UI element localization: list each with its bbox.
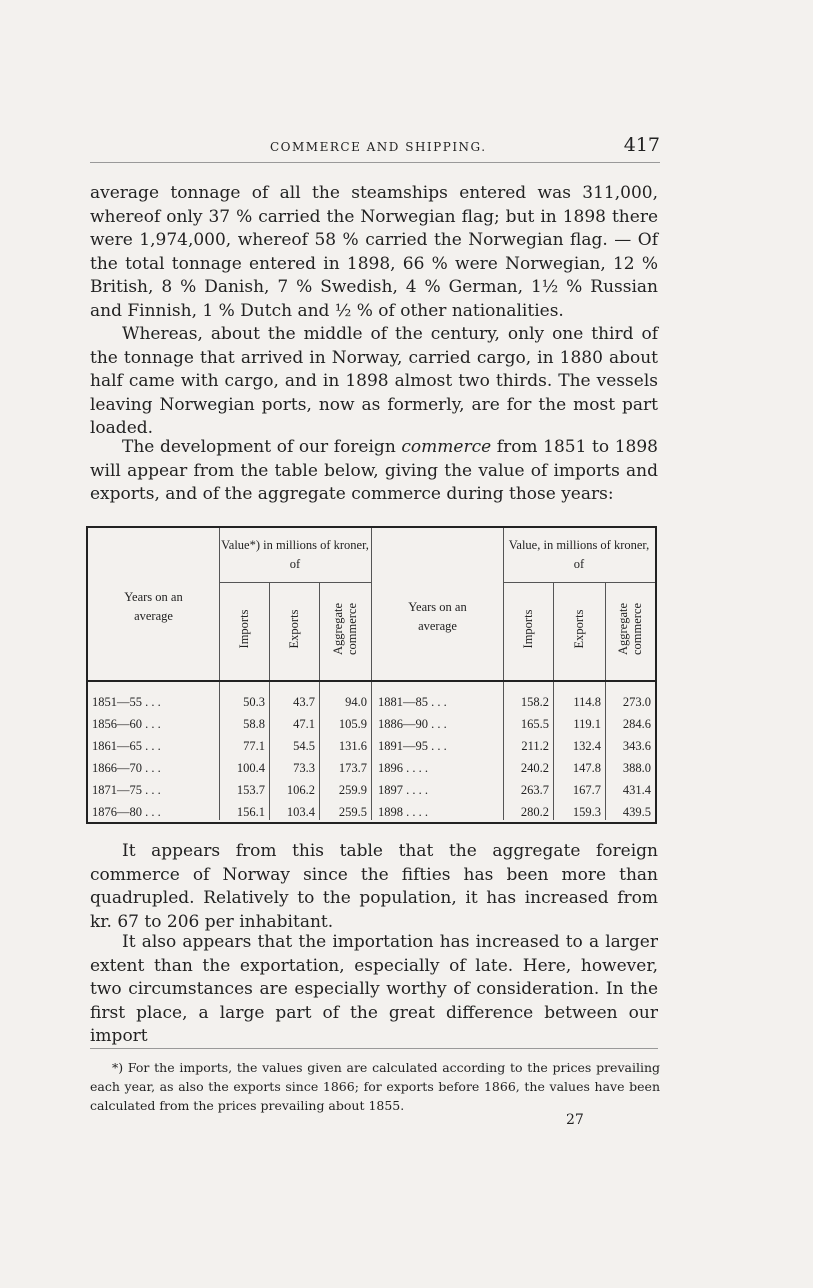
left-imports-cell: 50.3 (243, 695, 265, 709)
paragraph-3-end: from 1851 to 1898 will appear from the table below, giving the value of imports and exports, and of the aggregate commerce during those years: (90, 437, 658, 505)
right-imports-header: Imports (521, 609, 535, 649)
right-aggregate-cell: 388.0 (622, 761, 651, 775)
left-years-cell: 1866—70 . . . (92, 761, 161, 775)
right-years-cell: 1896 . . . . (378, 761, 428, 775)
paragraph-4: It appears from this table that the aggregate foreign commerce of Norway since the fifties has been more than quadrupled. Relatively to the population, it has increased from kr. 67 to 206 per inhabitant. (90, 841, 658, 932)
right-aggregate-cell: 343.6 (622, 739, 651, 753)
page-header (90, 136, 660, 163)
left-years-cell: 1851—55 . . . (92, 695, 161, 709)
paragraph-2: Whereas, about the middle of the century, only one third of the tonnage that arrived in Norway, carried cargo, in 1880 about half came with cargo, and in 1898 almost two thirds. The vessels leaving Norwegian ports, now as formerly, are for the most part loaded. (90, 324, 658, 439)
page-number: 417 (623, 134, 660, 156)
right-exports-cell: 114.8 (573, 695, 601, 709)
commerce-table (86, 526, 657, 824)
left-imports-cell: 156.1 (236, 805, 265, 819)
left-years-cell: 1871—75 . . . (92, 783, 161, 797)
running-head: COMMERCE AND SHIPPING. (270, 140, 487, 154)
left-exports-cell: 47.1 (293, 717, 315, 731)
right-imports-cell: 211.2 (521, 739, 549, 753)
right-imports-cell: 158.2 (520, 695, 549, 709)
left-imports-cell: 100.4 (236, 761, 265, 775)
left-aggregate-cell: 259.9 (338, 783, 367, 797)
right-exports-cell: 159.3 (572, 805, 601, 819)
left-aggregate-cell: 131.6 (338, 739, 367, 753)
left-exports-cell: 103.4 (286, 805, 315, 819)
left-value-header: Value*) in millions of kroner, of (221, 538, 369, 571)
right-imports-cell: 240.2 (520, 761, 549, 775)
left-imports-cell: 153.7 (236, 783, 265, 797)
left-aggregate-cell: 259.5 (338, 805, 367, 819)
right-years-cell: 1886—90 . . . (378, 717, 447, 731)
left-imports-header: Imports (237, 609, 251, 649)
right-aggregate-cell: 439.5 (622, 805, 651, 819)
left-imports-cell: 77.1 (243, 739, 265, 753)
right-imports-cell: 280.2 (520, 805, 549, 819)
left-aggregate-header: Aggregate commerce (331, 602, 359, 656)
left-aggregate-cell: 94.0 (345, 695, 367, 709)
left-years-cell: 1876—80 . . . (92, 805, 161, 819)
right-exports-header: Exports (572, 609, 586, 649)
left-exports-cell: 54.5 (293, 739, 315, 753)
right-exports-cell: 119.1 (573, 717, 601, 731)
right-aggregate-cell: 273.0 (622, 695, 651, 709)
left-aggregate-cell: 105.9 (338, 717, 367, 731)
right-years-cell: 1898 . . . . (378, 805, 428, 819)
right-value-header: Value, in millions of kroner, of (508, 538, 650, 571)
right-exports-cell: 132.4 (572, 739, 601, 753)
left-aggregate-cell: 173.7 (338, 761, 367, 775)
right-exports-cell: 167.7 (572, 783, 601, 797)
right-exports-cell: 147.8 (572, 761, 601, 775)
paragraph-1: average tonnage of all the steamships entered was 311,000, whereof only 37 % carried the Norwegian flag; but in 1898 there were 1,974,000, whereof 58 % carried the Norwegian flag. — Of the total tonnage entered in 1898, 66 % were Norwegian, 12 % British, 8 % Danish, 7 % Swedish, 4 % German, 1½ % Russian and Finnish, 1 % Dutch and ½ % of other nationalities. (90, 183, 658, 321)
right-imports-cell: 263.7 (520, 783, 549, 797)
left-exports-cell: 73.3 (293, 761, 315, 775)
right-years-cell: 1897 . . . . (378, 783, 428, 797)
left-exports-cell: 106.2 (286, 783, 315, 797)
left-years-cell: 1856—60 . . . (92, 717, 161, 731)
left-years-cell: 1861—65 . . . (92, 739, 161, 753)
left-exports-header: Exports (287, 609, 301, 649)
paragraph-3-emphasis: commerce (401, 437, 492, 457)
footnote-divider (90, 1048, 658, 1049)
left-imports-cell: 58.8 (243, 717, 265, 731)
right-aggregate-cell: 431.4 (622, 783, 651, 797)
left-exports-cell: 43.7 (293, 695, 315, 709)
paragraph-3-start: The development of our foreign (122, 437, 402, 457)
right-years-cell: 1881—85 . . . (378, 695, 447, 709)
paragraph-5: It also appears that the importation has increased to a larger extent than the exportation, especially of late. Here, however, two circumstances are especially worthy of consideration. In the first place, a large part of the great difference between our import (90, 932, 658, 1047)
right-years-cell: 1891—95 . . . (378, 739, 447, 753)
footnote: *) For the imports, the values given are calculated according to the prices prevailing each year, as also the exports since 1866; for exports before 1866, the values have been calculated from the prices prevailing about 1855. (90, 1060, 660, 1113)
right-aggregate-cell: 284.6 (622, 717, 651, 731)
right-aggregate-header: Aggregate commerce (616, 602, 644, 656)
paragraph-3 (90, 436, 658, 507)
signature-mark: 27 (566, 1112, 584, 1128)
left-years-header: Years on an average (124, 590, 183, 623)
right-imports-cell: 165.5 (520, 717, 549, 731)
right-years-header: Years on an average (408, 600, 467, 633)
